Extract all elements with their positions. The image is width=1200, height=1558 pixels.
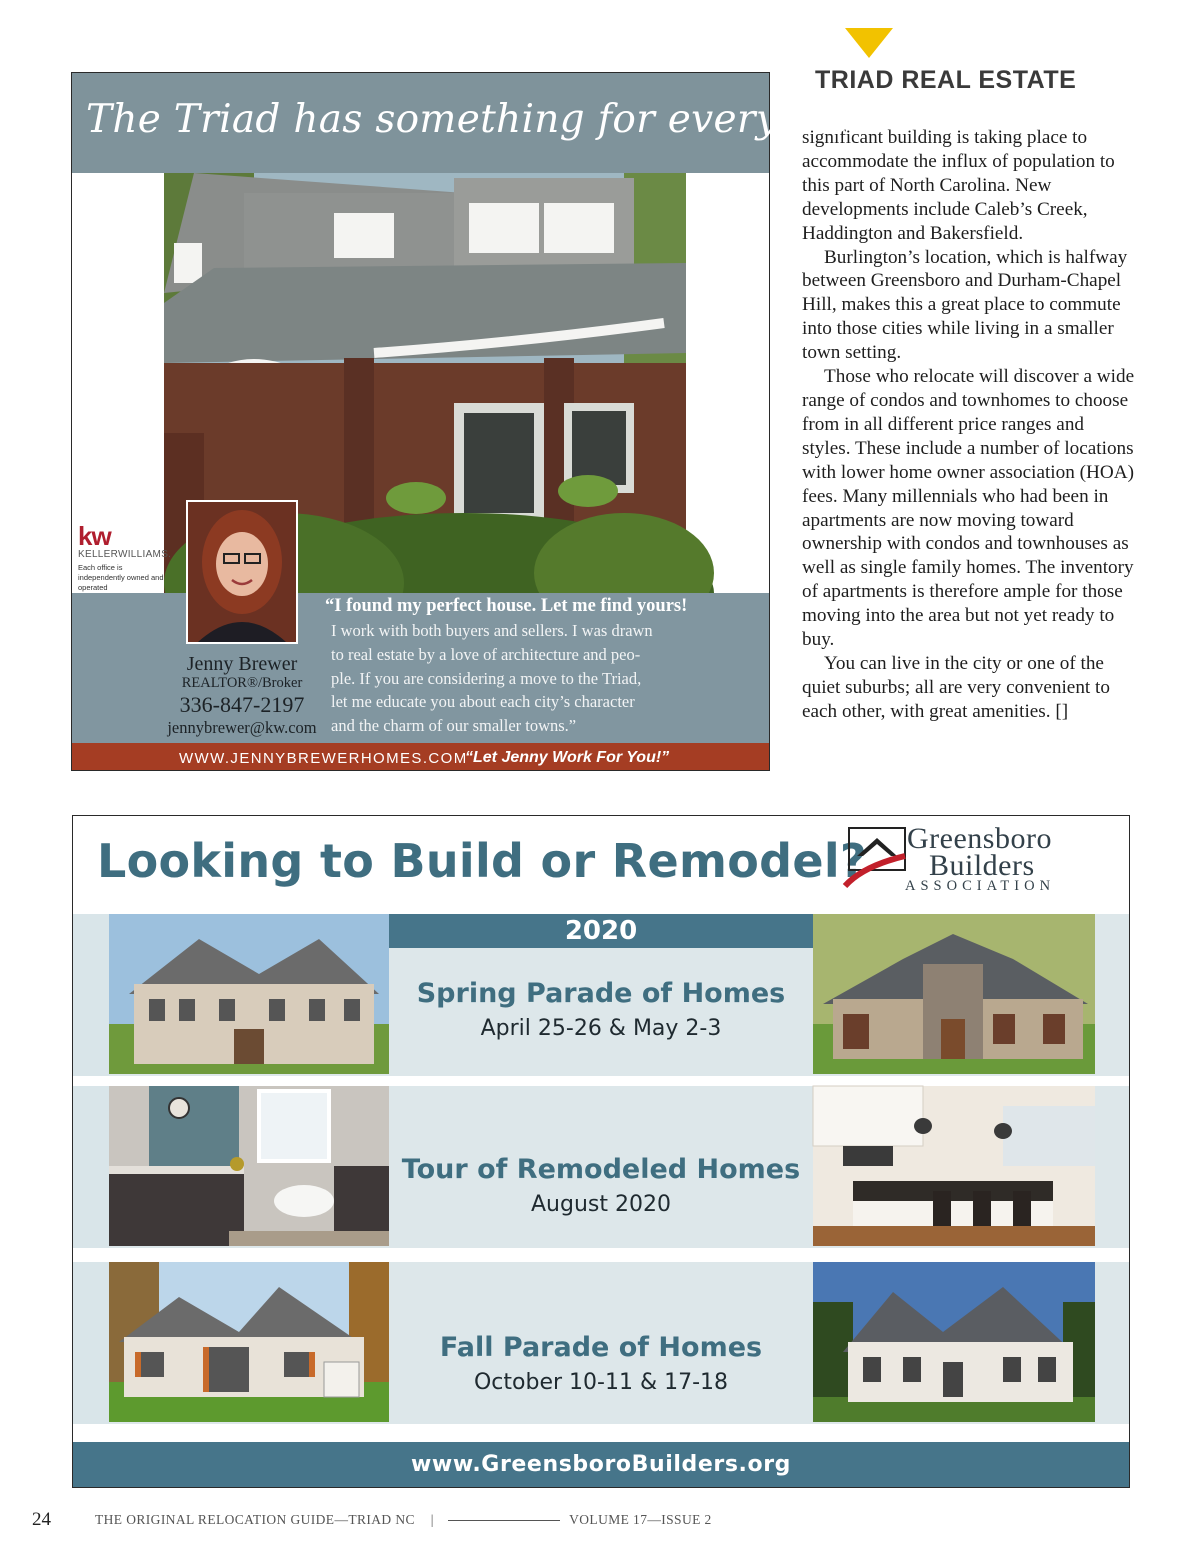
association-name-line1: Greensboro	[907, 822, 1052, 855]
kw-logo-mark: kw	[78, 521, 111, 551]
spring-event-details	[389, 914, 813, 1076]
house-image	[109, 914, 389, 1074]
kw-brand-name: KELLERWILLIAMS.	[78, 549, 172, 560]
kitchen-photo	[813, 1086, 1095, 1246]
footer-rule	[448, 1520, 560, 1521]
agent-quote-line: and the charm of our smaller towns.”	[331, 716, 577, 736]
fall-house-photo-2	[813, 1262, 1095, 1422]
section-label: TRIAD REAL ESTATE	[815, 66, 1077, 94]
association-name-line3: ASSOCIATION	[905, 878, 1056, 894]
event-row-remodeled	[73, 1086, 1129, 1248]
house-image	[109, 1262, 389, 1422]
fall-event-details	[389, 1262, 813, 1424]
article-paragraph: significant building is taking place to accommodate the influx of population to this part of North Carolina. New developments include Caleb’s Creek, Haddington and Bakersfield.	[802, 127, 1115, 244]
event-year-banner: 2020	[389, 914, 813, 948]
publication-footer	[95, 1512, 712, 1528]
article-paragraph: Burlington’s location, which is halfway between Greensboro and Durham-Chapel Hill, makes this a great place to commute into those cities while living in a smaller town setting.	[802, 246, 1128, 364]
realtor-ad-footer-bar	[72, 743, 769, 770]
agent-phone[interactable]: 336-847-2197	[179, 692, 305, 717]
agent-name: Jenny Brewer	[186, 653, 298, 675]
event-title-remodeled: Tour of Remodeled Homes	[401, 1154, 801, 1185]
keller-williams-logo	[78, 523, 171, 593]
publication-title: THE ORIGINAL RELOCATION GUIDE—TRIAD NC	[95, 1512, 415, 1527]
remodeled-event-details	[389, 1086, 813, 1248]
footer-separator: |	[430, 1512, 434, 1527]
event-row-spring	[73, 914, 1129, 1076]
section-marker-triangle	[845, 28, 893, 58]
agent-quote-line: let me educate you about each city’s character	[331, 692, 635, 712]
realtor-ad-header	[72, 73, 867, 173]
event-row-fall	[73, 1262, 1129, 1424]
agent-portrait	[188, 502, 296, 642]
house-image	[813, 914, 1095, 1074]
realtor-website-link[interactable]: WWW.JENNYBREWERHOMES.COM	[179, 750, 468, 767]
agent-email[interactable]: jennybrewer@kw.com	[167, 718, 317, 737]
builders-website-link[interactable]: www.GreensboroBuilders.org	[73, 1442, 1129, 1487]
fall-house-photo	[109, 1262, 389, 1422]
event-title-fall: Fall Parade of Homes	[439, 1332, 763, 1363]
bathroom-image	[109, 1086, 389, 1246]
builders-association-logo	[843, 822, 1073, 892]
row-edge	[73, 1262, 109, 1424]
agent-headshot	[186, 500, 298, 644]
page-number: 24	[32, 1509, 51, 1530]
row-edge	[73, 1086, 109, 1248]
agent-quote-body	[331, 619, 731, 738]
event-date-spring: April 25-26 & May 2-3	[480, 1016, 722, 1041]
article-text	[802, 126, 1137, 724]
spring-house-photo-2	[813, 914, 1095, 1074]
agent-quote-line: to real estate by a love of architecture and peo-	[331, 644, 641, 664]
event-date-fall: October 10-11 & 17-18	[473, 1370, 729, 1395]
house-image	[813, 1262, 1095, 1422]
agent-quote-line: I work with both buyers and sellers. I was drawn	[331, 621, 653, 640]
realtor-ad	[71, 72, 867, 771]
article-paragraph: You can live in the city or one of the quiet suburbs; all are very convenient to each other, with great amenities. []	[802, 652, 1110, 722]
event-title-spring: Spring Parade of Homes	[416, 978, 786, 1009]
agent-quote-line: ple. If you are considering a move to the Triad,	[331, 668, 642, 688]
house-roof-icon	[843, 826, 909, 890]
agent-title: REALTOR®/Broker	[181, 675, 303, 691]
agent-quote-lead: “I found my perfect house. Let me find yours!	[325, 596, 688, 616]
association-name-line2: Builders	[929, 849, 1035, 882]
event-date-remodeled: August 2020	[531, 1192, 671, 1217]
builders-ad-headline: Looking to Build or Remodel?	[97, 834, 867, 888]
builders-ad	[72, 815, 1130, 1488]
article-paragraph: Those who relocate will discover a wide range of condos and townhomes to choose from in all different price ranges and styles. These include a number of locations with lower home owner association (HOA) fees. Many millennials who had been in apartments are now moving toward ownership with condos and townhouses as well as single family homes. The inventory of apartments is therefore ample for those moving into the area but not yet ready to buy.	[802, 366, 1135, 651]
bathroom-photo	[109, 1086, 389, 1246]
kw-brand-note: Each office is independently owned and operated	[78, 563, 164, 592]
kitchen-image	[813, 1086, 1095, 1246]
volume-issue: VOLUME 17—ISSUE 2	[569, 1512, 712, 1527]
events-section	[73, 914, 1129, 1440]
realtor-slogan: “Let Jenny Work For You!”	[465, 749, 670, 766]
row-edge	[73, 914, 109, 1076]
spring-house-photo	[109, 914, 389, 1074]
realtor-ad-headline: The Triad has something for everyone!	[86, 97, 867, 142]
